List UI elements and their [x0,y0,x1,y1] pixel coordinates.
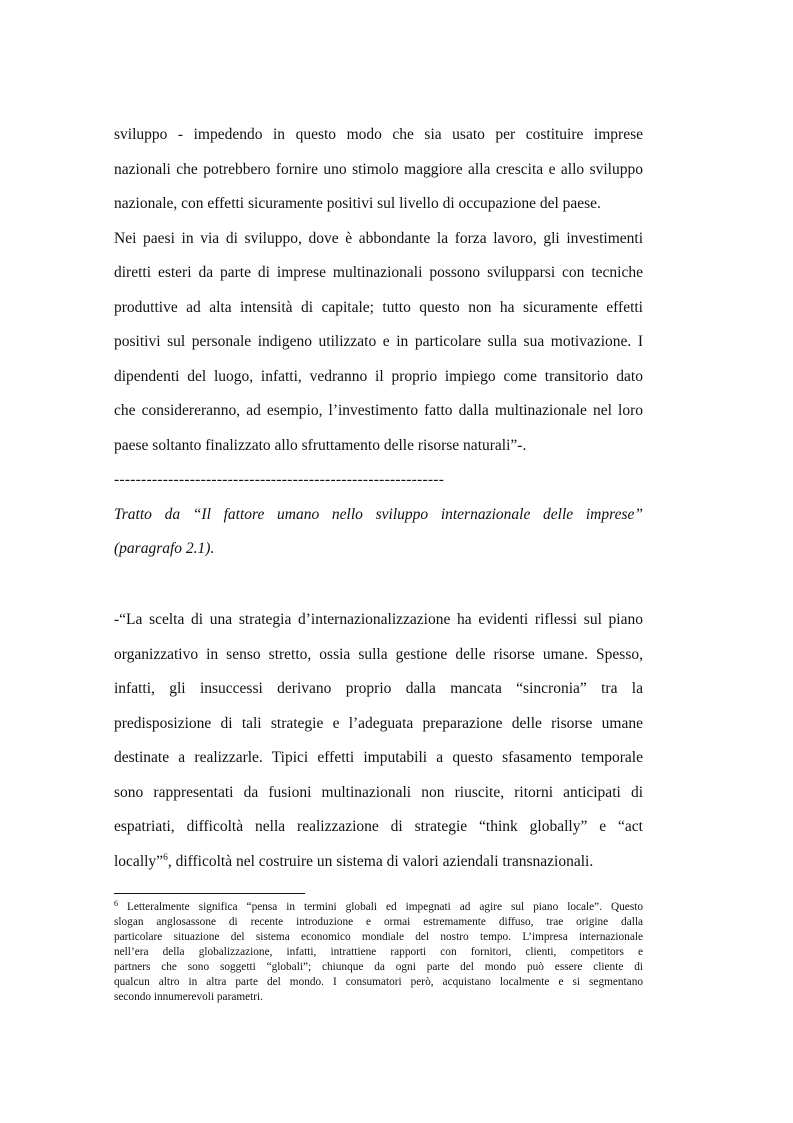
text-fragment: locally” [114,852,164,870]
text-line: produttive ad alta intensità di capitale; tutto questo non ha sicuramente effetti [114,298,643,316]
text-line: nazionale, con effetti sicuramente positivi sul livello di occupazione del paese. [114,195,601,212]
footnote-reference: 6 [163,852,168,863]
footnote-line: partners che sono soggetti “globali”; chiunque da ogni parte del mondo può essere cliente di [114,961,643,973]
text-line: -“La scelta di una strategia d’internazionalizzazione ha evidenti riflessi sul piano [114,611,643,628]
separator-dashes: ------------------------------------------------------------- [114,471,445,488]
text-line-with-footnote-ref [114,845,643,880]
text-line: infatti, gli insuccessi derivano proprio dalla mancata “sincronia” tra la [114,680,643,697]
footnote-divider [114,893,305,894]
text-line: predisposizione di tali strategie e l’adeguata preparazione delle risorse umane [114,714,643,732]
text-line: destinate a realizzarle. Tipici effetti imputabili a questo sfasamento temporale [114,749,643,766]
text-line: nazionali che potrebbero fornire uno stimolo maggiore alla crescita e allo sviluppo [114,160,643,178]
text-line: sviluppo - impedendo in questo modo che sia usato per costituire imprese [114,126,643,143]
text-line: Nei paesi in via di sviluppo, dove è abbondante la forza lavoro, gli investimenti [114,229,643,247]
text-line: diretti esteri da parte di imprese multinazionali possono svilupparsi con tecniche [114,264,643,281]
source-citation: Tratto da “Il fattore umano nello sviluppo internazionale delle imprese” [114,505,643,523]
footnote-line: secondo innumerevoli parametri. [114,991,264,1003]
text-fragment: , difficoltà nel costruire un sistema di valori aziendali transnazionali. [167,852,594,870]
text-line: positivi sul personale indigeno utilizzato e in particolare sulla sua motivazione. I [114,333,643,350]
footnote-number: 6 [114,899,118,908]
text-line: espatriati, difficoltà nella realizzazione di strategie “think globally” e “act [114,818,643,835]
footnote-line: particolare situazione del sistema economico mondiale del nostro tempo. L’impresa internazionale [114,931,643,943]
text-line: organizzativo in senso stretto, ossia sulla gestione delle risorse umane. Spesso, [114,645,643,663]
text-line: che considereranno, ad esempio, l’investimento fatto dalla multinazionale nel loro [114,402,643,419]
footnote-line: qualcun altro in altra parte del mondo. I consumatori però, acquistano localmente e si segmentano [114,976,643,988]
footnote-line: slogan anglosassone di recente introduzione e ormai estremamente diffuso, trae origine dalla [114,916,643,928]
footnote-line [114,900,643,915]
footnote [114,900,643,1005]
text-line: paese soltanto finalizzato allo sfruttamento delle risorse naturali”-. [114,436,527,454]
source-citation-cont: (paragrafo 2.1). [114,540,215,557]
paragraph-block-1 [114,118,643,567]
footnote-text: Letteralmente significa “pensa in termini globali ed impegnati ad agire sul piano locale”. Questo [118,901,643,913]
text-line: sono rappresentati da fusioni multinazionali non riuscite, ritorni anticipati di [114,783,643,801]
footnote-line: nell’era della globalizzazione, infatti, intrattiene rapporti con fornitori, clienti, competitors e [114,946,643,958]
paragraph-block-2 [114,603,643,879]
text-line: dipendenti del luogo, infatti, vedranno il proprio impiego come transitorio dato [114,367,643,385]
